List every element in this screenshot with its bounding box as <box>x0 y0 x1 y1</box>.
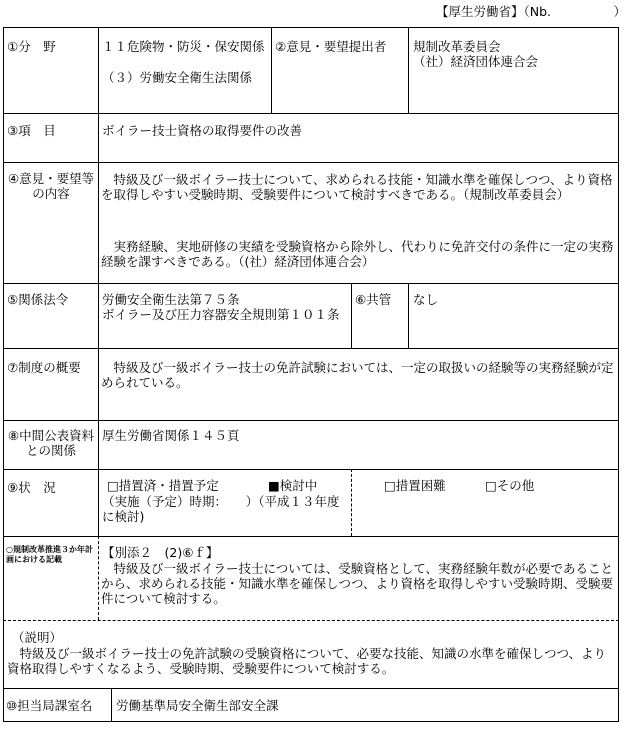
row-divider <box>3 113 619 114</box>
row-divider <box>3 283 619 284</box>
field-label: ①分 野 <box>7 39 56 54</box>
col-divider-dashed <box>351 469 352 536</box>
status-detail: （実施（予定）時期： ）（平成１３年度に検討) <box>102 494 340 524</box>
field-value-1: １１危険物・防災・保安関係 <box>102 39 265 54</box>
office-value: 労働基準局安全衛生部安全課 <box>116 698 279 713</box>
submitter-value: 規制改革委員会 （社）経済団体連合会 <box>413 39 539 69</box>
col-divider <box>408 283 409 348</box>
submitter-label: ②意見・要望提出者 <box>275 39 387 54</box>
row-divider <box>3 348 619 349</box>
opinion-para-1: 特級及び一級ボイラー技士について、求められる技能・知識水準を確保しつつ、より資格を取得しやすい受験時期、受験要件について検討すべきである。（規制改革委員会） <box>101 172 613 202</box>
law-label: ⑤関係法令 <box>7 292 69 307</box>
row-divider <box>3 688 619 689</box>
jurisdiction-label: ⑥共管 <box>355 292 392 307</box>
interim-label: ⑧中間公表資料との関係 <box>7 428 95 458</box>
item-value: ボイラー技士資格の取得要件の改善 <box>102 123 303 138</box>
plan-value: 特級及び一級ボイラー技士については、受験資格として、実務経験年数が必要であることから、求められる技能・知識水準を確保しつつ、より資格を取得しやすい受験時期、受験要件について検討する。 <box>101 561 614 606</box>
status-label: ⑨状 況 <box>7 480 56 495</box>
system-label: ⑦制度の概要 <box>7 360 81 375</box>
row-divider <box>3 420 619 421</box>
row-divider <box>3 536 619 537</box>
col-divider <box>408 27 409 113</box>
item-label: ③項 目 <box>7 123 56 138</box>
col-divider <box>271 27 272 113</box>
row-divider-dashed <box>3 620 619 621</box>
col-divider <box>98 27 99 536</box>
status-option-difficult[interactable]: □措置困難 <box>384 478 446 493</box>
opinion-para-2: 実務経験、実地研修の実績を受験資格から除外し、代わりに免許交付の条件に一定の実務経験を課すべきである。（(社）経済団体連合会） <box>101 239 614 269</box>
row-divider <box>3 469 619 470</box>
field-value-2: （３）労働安全衛生法関係 <box>102 70 253 85</box>
status-option-under-review[interactable]: ■検討中 <box>268 478 318 493</box>
row-divider <box>3 162 619 163</box>
col-divider-dashed <box>98 536 99 620</box>
interim-value: 厚生労働省関係１４５頁 <box>102 428 240 443</box>
explanation-label: （説明） <box>12 630 63 645</box>
plan-label: ○規制改革推進３か年計画における記載 <box>6 545 93 564</box>
office-label: ⑩担当局課室名 <box>6 698 93 713</box>
ministry-header: 【厚生労働省】（Nb. ） <box>435 4 626 19</box>
col-divider <box>351 283 352 348</box>
explanation-value: 特級及び一級ボイラー技士の免許試験の受験資格について、必要な技能、知識の水準を確保しつつ、より資格取得しやすくなるよう、受験時期、受験要件について検討する。 <box>7 646 607 676</box>
col-divider <box>111 688 112 722</box>
system-value: 特級及び一級ボイラー技士の免許試験においては、一定の取扱いの経験等の実務経験が定められている。 <box>101 360 614 390</box>
plan-reference: 【別添２ (2)⑥ｆ】 <box>102 545 219 560</box>
opinion-label: ④意見・要望等の内容 <box>7 171 95 201</box>
jurisdiction-value: なし <box>413 292 439 307</box>
law-value: 労働安全衛生法第７５条 ボイラー及び圧力容器安全規則第１０１条 <box>102 292 340 322</box>
status-option-other[interactable]: □その他 <box>485 478 535 493</box>
status-option-implemented[interactable]: □措置済・措置予定 <box>107 478 219 493</box>
